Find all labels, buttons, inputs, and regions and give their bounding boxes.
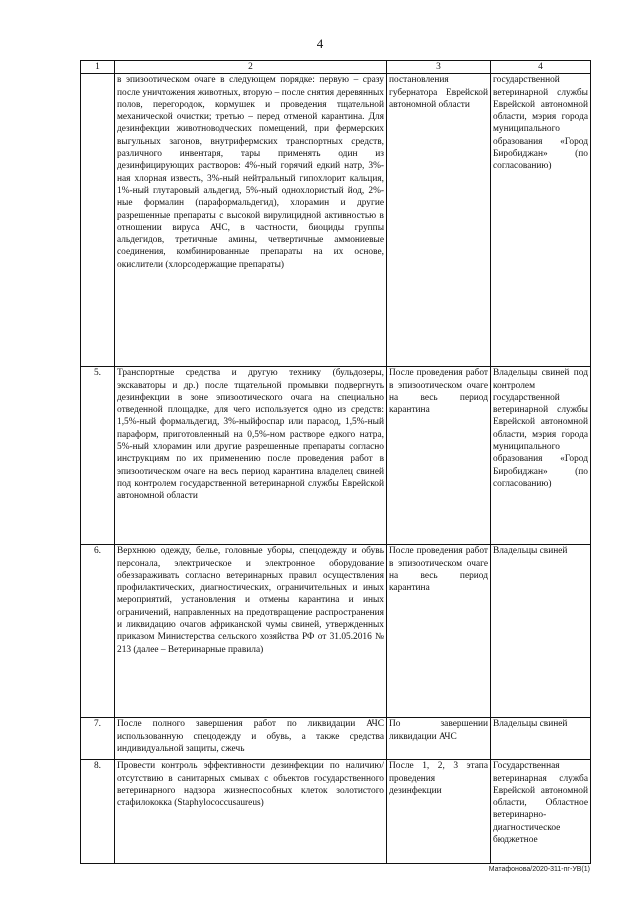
row-number: 6.	[81, 545, 115, 718]
row-responsible: Владельцы свиней	[491, 718, 591, 760]
row-term: По завершении ликвидации АЧС	[387, 718, 491, 760]
row-term: постановления губернатора Еврейской автономной области	[387, 74, 491, 367]
table-row	[81, 545, 591, 718]
row-number	[81, 74, 115, 367]
row-number: 7.	[81, 718, 115, 760]
row-term: После 1, 2, 3 этапа проведения дезинфекции	[387, 760, 491, 864]
row-action: в эпизоотическом очаге в следующем порядке: первую – сразу после уничтожения животных, вторую – после снятия деревянных полов, перегородок, кормушек и проведения тщательной механической очистки; третью – перед отменой карантина. Для дезинфекции животноводческих помещений, при фермерских выгульных загонов, внутрифермских транспортных средств, различного инвентаря, тары применять один из дезинфицирующих растворов: 4%-ный горячий едкий натр, 3%-ная хлорная известь, 3%-ный нейтральный гипохлорит кальция, 1%-ный глутаровый альдегид, 5%-ный однохлористый йод, 2%-ные формалин (параформальдегид), хлорамин и другие разрешенные препараты с высокой вирулицидной активностью в отношении вируса АЧС, в частности, биоциды группы альдегидов, третичные амины, четвертичные аммониевые соединения, комбинированные препараты на их основе, окислители (хлорсодержащие препараты)	[115, 74, 387, 367]
row-action: Верхнюю одежду, белье, головные уборы, спецодежду и обувь персонала, электрическое и электронное оборудование обеззараживать согласно ветеринарных правил осуществления профилактических, диагностических, ограничительных и иных мероприятий, установления и отмены карантина и иных ограничений, направленных на предотвращение распространения и ликвидацию очагов африканской чумы свиней, утвержденных приказом Министерства сельского хозяйства РФ от 31.05.2016 № 213 (далее – Ветеринарные правила)	[115, 545, 387, 718]
table-header-row	[81, 61, 591, 74]
row-responsible: Государственная ветеринарная служба Еврейской автономной области, Областное ветеринарно-диагностическое бюджетное	[491, 760, 591, 864]
row-term: После проведения работ в эпизоотическом очаге на весь период карантина	[387, 367, 491, 545]
header-col-1: 1	[81, 61, 115, 74]
document-code-footer: Матафонова/2020-311-пг-УВ(1)	[488, 866, 590, 873]
table-row	[81, 718, 591, 760]
row-responsible: Владельцы свиней под контролем государственной ветеринарной службы Еврейской автономной области, мэрия города муниципального образования «Город Биробиджан» (по согласованию)	[491, 367, 591, 545]
header-col-3: 3	[387, 61, 491, 74]
table-row	[81, 367, 591, 545]
header-col-2: 2	[115, 61, 387, 74]
row-term: После проведения работ в эпизоотическом очаге на весь период карантина	[387, 545, 491, 718]
measures-table	[80, 60, 591, 864]
row-responsible: государственной ветеринарной службы Еврейской автономной области, мэрия города муниципального образования «Город Биробиджан» (по согласованию)	[491, 74, 591, 367]
row-number: 8.	[81, 760, 115, 864]
page-number: 4	[316, 36, 324, 51]
header-col-4: 4	[491, 61, 591, 74]
row-action: Транспортные средства и другую технику (бульдозеры, экскаваторы и др.) после тщательной промывки подвергнуть дезинфекции в зоне эпизоотического очага на специально отведенной площадке, для чего используется одно из средств: 1,5%-ный формальдегид, 3%-ныйфоспар или парасод, 1,5%-ный параформ, приготовленный на 0,5%-ном растворе едкого натра, 5%-ный хлорамин или другие разрешенные препараты согласно инструкциям по их применению после проведения работ в эпизоотическом очаге на весь период карантина владелец свиней под контролем государственной ветеринарной службы Еврейской автономной области	[115, 367, 387, 545]
table-row	[81, 74, 591, 367]
row-action: Провести контроль эффективности дезинфекции по наличию/отсутствию в санитарных смывах с объектов государственного ветеринарного надзора жизнеспособных клеток золотистого стафилококка (Staphylococcusaureus)	[115, 760, 387, 864]
row-responsible: Владельцы свиней	[491, 545, 591, 718]
row-number: 5.	[81, 367, 115, 545]
table-row	[81, 760, 591, 864]
row-action: После полного завершения работ по ликвидации АЧС использованную спецодежду и обувь, а также средства индивидуальной защиты, сжечь	[115, 718, 387, 760]
